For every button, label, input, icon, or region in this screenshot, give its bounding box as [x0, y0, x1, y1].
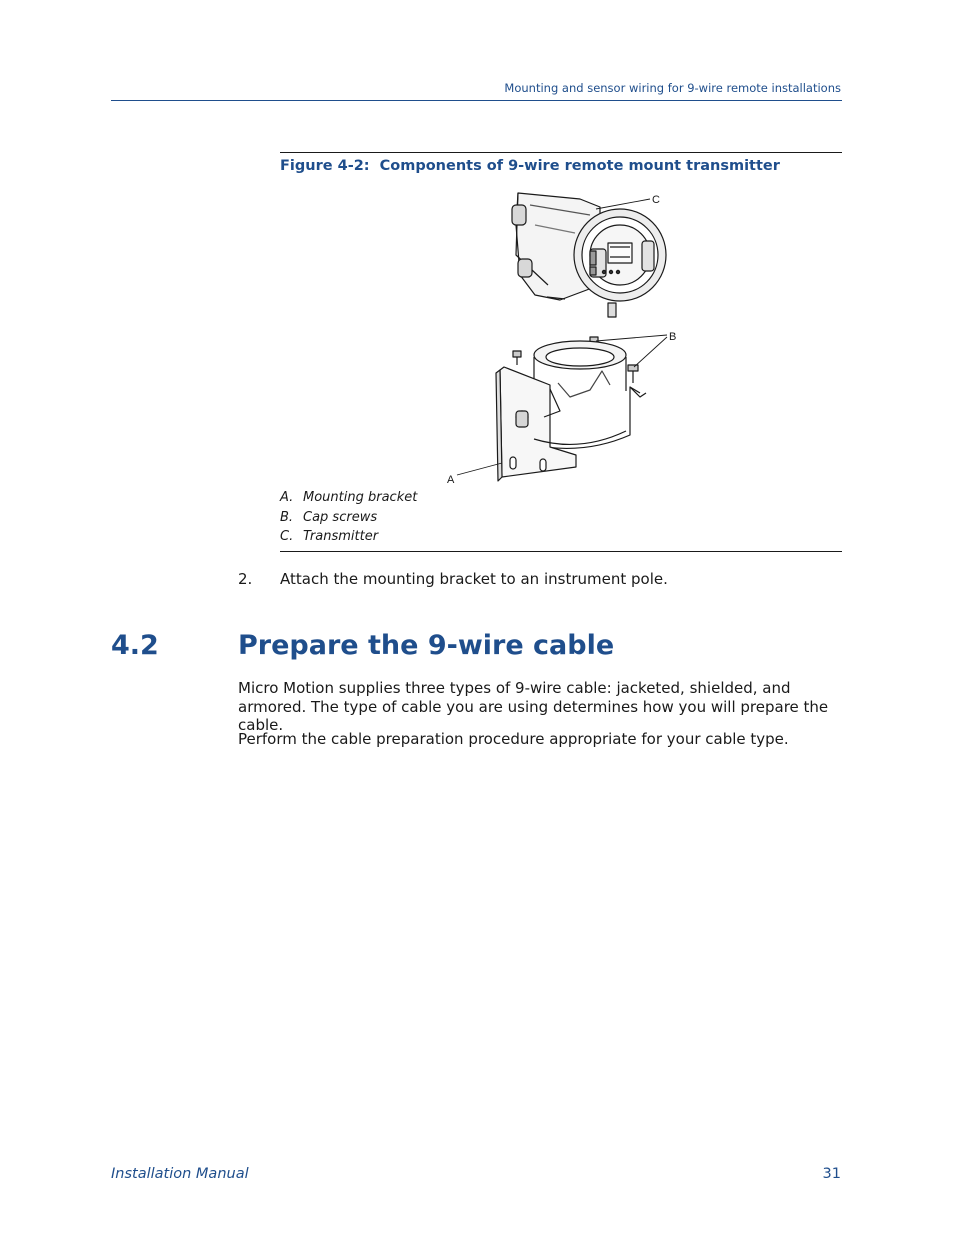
figure-legend	[280, 488, 417, 547]
page-number: 31	[822, 1166, 841, 1182]
figure-title: Components of 9-wire remote mount transmitter	[379, 158, 780, 174]
running-header: Mounting and sensor wiring for 9-wire remote installations	[504, 81, 841, 95]
transmitter-illustration	[440, 185, 700, 485]
figure-top-rule	[280, 152, 842, 153]
legend-text: Transmitter	[303, 529, 379, 544]
procedure-step	[238, 570, 668, 588]
transmitter-drawing	[512, 193, 666, 317]
legend-item-c	[280, 527, 417, 547]
figure-bottom-rule	[280, 551, 842, 552]
callout-c: C	[652, 194, 660, 206]
callout-b: B	[669, 331, 677, 343]
footer-document-title: Installation Manual	[111, 1166, 249, 1182]
step-text: Attach the mounting bracket to an instrument pole.	[280, 570, 668, 588]
body-paragraph: Micro Motion supplies three types of 9-wire cable: jacketed, shielded, and armored. The type of cable you are using determines how you will prepare the cable.	[238, 679, 829, 734]
legend-letter: C.	[280, 529, 294, 544]
legend-text: Cap screws	[303, 509, 378, 525]
legend-letter: B.	[280, 509, 294, 525]
step-number: 2.	[238, 570, 253, 588]
leader-c	[596, 199, 650, 209]
legend-item-b	[280, 508, 417, 528]
header-rule	[111, 100, 842, 101]
legend-item-a	[280, 488, 417, 508]
leader-b2	[634, 337, 667, 367]
callout-a: A	[447, 474, 455, 485]
body-paragraph: Perform the cable preparation procedure appropriate for your cable type.	[238, 730, 789, 748]
figure-number: Figure 4-2:	[280, 158, 370, 174]
section-title: Prepare the 9-wire cable	[238, 630, 615, 661]
leader-a	[457, 463, 502, 475]
leader-b1	[596, 335, 667, 341]
figure-caption	[280, 158, 780, 174]
legend-letter: A.	[280, 490, 294, 505]
section-number: 4.2	[111, 630, 159, 661]
legend-text: Mounting bracket	[303, 490, 418, 505]
mounting-bracket-drawing	[496, 341, 646, 481]
